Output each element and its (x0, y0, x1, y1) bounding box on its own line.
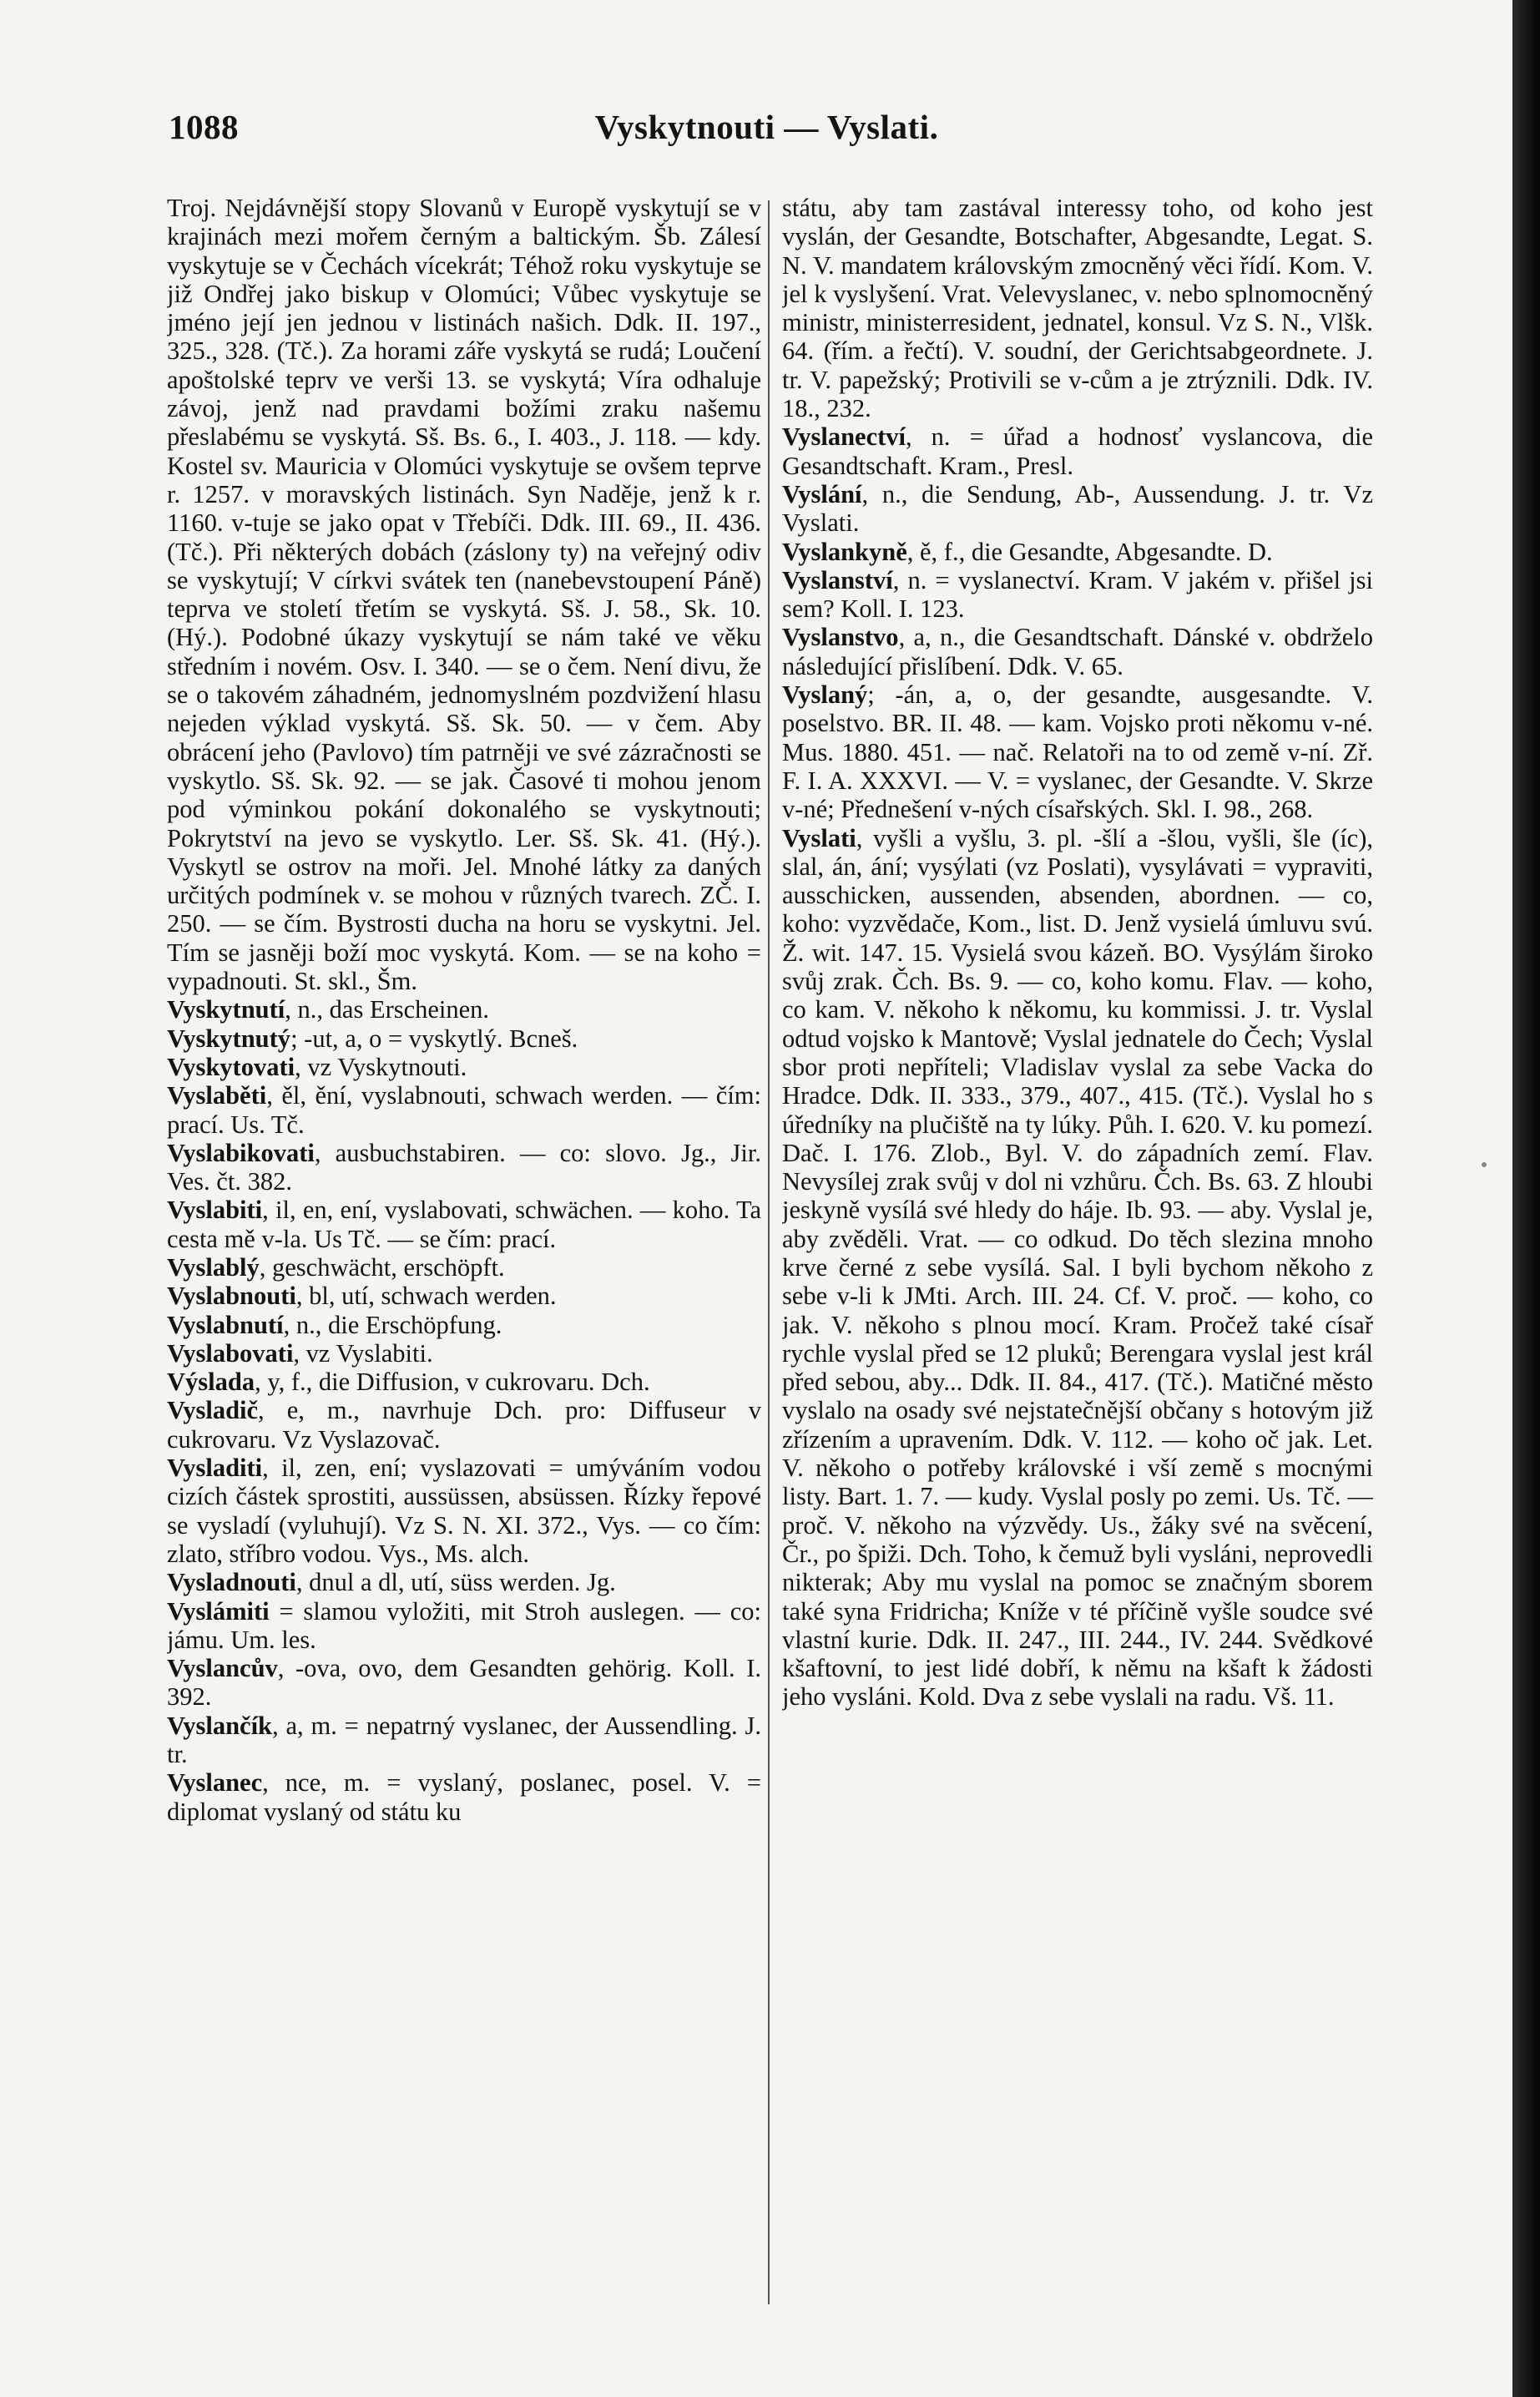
entry-vyslani: Vyslání, n., die Sendung, Ab-, Aussendung. J. tr. Vz Vyslati. (782, 479, 1373, 538)
entry-vyslancuv: Vyslancův, -ova, ovo, dem Gesandten gehörig. Koll. I. 392. (167, 1654, 761, 1712)
headword: Vyslanstvo (782, 623, 899, 652)
headword: Vyslaběti (167, 1081, 267, 1110)
headword: Vyslančík (167, 1711, 273, 1740)
headword: Vyslancův (167, 1654, 278, 1683)
page-header (169, 107, 1365, 157)
entry-vyslada: Výslada, y, f., die Diffusion, v cukrovaru. Dch. (167, 1368, 650, 1397)
entry-vyslabnuti: Vyslabnutí, n., die Erschöpfung. (167, 1310, 502, 1339)
headword: Vyslabikovati (167, 1138, 315, 1167)
headword: Vyskytnutí (167, 995, 285, 1024)
headword: Vyskytovati (167, 1052, 295, 1081)
entry-vyslancik: Vyslančík, a, m. = nepatrný vyslanec, der Aussendling. J. tr. (167, 1711, 761, 1769)
headword: Vyskytnutý (167, 1024, 291, 1053)
headword: Vyslaný (782, 680, 868, 710)
scan-edge (1512, 0, 1540, 2397)
entry-vyslabeti: Vyslaběti, ěl, ění, vyslabnouti, schwach werden. — čím: prací. Us. Tč. (167, 1081, 761, 1139)
entry-vyslanec-continued: státu, aby tam zastával interessy toho, od koho jest vyslán, der Gesandte, Botschafter, Abgesandte, Legat. S. N. V. mandatem královským zmocněný věci řídí. Kom. V. jel k vyslyšení. Vrat. Velevyslanec, v. nebo splnomocněný ministr, ministerresident, jednatel, konsul. Vz S. N., Vlšk. 64. (řím. a řečtí). V. soudní, der Gerichtsabgeordnete. J. tr. V. papežský; Protivili se v-cům a je ztrýznili. Ddk. IV. 18., 232. (782, 194, 1373, 423)
entry-vyskytnuti: Vyskytnutí, n., das Erscheinen. (167, 995, 490, 1024)
entry-vyslably: Vyslablý, geschwächt, erschöpft. (167, 1252, 505, 1282)
left-column (167, 194, 761, 2306)
headword: Vyslablý (167, 1252, 260, 1282)
headword: Výslada (167, 1368, 255, 1397)
headword: Vyslankyně (782, 537, 907, 566)
right-column (782, 194, 1373, 2306)
entry-vyslanec: Vyslanec, nce, m. = vyslaný, poslanec, posel. V. = diplomat vyslaný od státu ku (167, 1768, 761, 1826)
entry-vyslany: Vyslaný; -án, a, o, der gesandte, ausgesandte. V. poselstvo. BR. II. 48. — kam. Vojsko proti někomu v-né. Mus. 1880. 451. — nač. Relatoři na to od země v-ní. Zř. F. I. A. XXXVI. — V. = vyslanec, der Gesandte. V. Skrze v-né; Přednešení v-ných císařských. Skl. I. 98., 268. (782, 680, 1373, 824)
entry-vyslabikovati: Vyslabikovati, ausbuchstabiren. — co: slovo. Jg., Jir. Ves. čt. 382. (167, 1138, 761, 1196)
headword: Vyslabnutí (167, 1310, 284, 1339)
entry-vysladnouti: Vysladnouti, dnul a dl, utí, süss werden. Jg. (167, 1568, 616, 1597)
column-divider (768, 200, 770, 2304)
entry-vyslati: Vyslati, vyšli a vyšlu, 3. pl. -šlí a -šlou, vyšli, šle (íc), slal, án, ání; vysýlati (vz Poslati), vysylávati = vypraviti, ausschicken, aussenden, absenden, abordnen. — co, koho: vyzvědače, Kom., list. D. Jenž vysielá úmluvu svú. Ž. wit. 147. 15. Vysielá svou kázeň. BO. Vysýlám široko svůj zrak. Čch. Bs. 9. — co, koho komu. Flav. — koho, co kam. V. někoho k někomu, ku kommissi. J. tr. Vyslal odtud vojsko k Mantově; Vyslal jednatele do Čech; Vyslal sbor proti nepříteli; Vladislav vyslal za sebe Vacka do Hradce. Ddk. II. 333., 379., 407., 415. (Tč.). Vyslal ho s úředníky na plučiště na ty lúky. Půh. I. 620. V. ku pomezí. Dač. I. 176. Zlob., Byl. V. do západních zemí. Flav. Nevysílej zrak svůj v dol ni vzhůru. Čch. Bs. 63. Z hloubi jeskyně vysílá své hledy do háje. Ib. 93. — aby. Vyslal je, aby zvěděli. Vrat. — co odkud. Do těch slezina mnoho krve černé z sebe vysílá. Sal. I byli bychom někoho z sebe v-li k JMti. Arch. III. 24. Cf. V. proč. — koho, co jak. V. někoho s plnou mocí. Kram. Pročež také císař rychle vyslal před se 12 pluků; Berengara vyslal jest král před sebou, aby... Ddk. II. 84., 417. (Tč.). Matičné město vyslalo na osady své nejstatečnější občany s hotovým již zřízením a upravením. Ddk. V. 112. — koho oč jak. Let. V. někoho o potřeby královské i vší země s mocnými listy. Bart. 1. 7. — kudy. Vyslal posly po zemi. Us. Tč. — proč. V. někoho na výzvědy. Us., žáky své na svěcení, Čr., po špiži. Dch. Toho, k čemuž byli vysláni, neprovedli nikterak; Aby mu vyslal na pomoc se značným sborem také syna Fridricha; Kníže v té příčině vyšle soudce své vlastní kurie. Ddk. II. 247., III. 244., IV. 244. Svědkové kšaftovní, to jest lidé dobří, k němu na kšaft k žádosti jeho vysláni. Kold. Dva z sebe vyslali na radu. Vš. 11. (782, 823, 1373, 1712)
entry-vyskytnouti-continued: Troj. Nejdávnější stopy Slovanů v Europě vyskytují se v krajinách mezi mořem černým a baltickým. Šb. Zálesí vyskytuje se v Čechách vícekrát; Téhož roku vyskytuje se již Ondřej jako biskup v Olomúci; Vůbec vyskytuje se jméno její jen jednou v listinách našich. Ddk. II. 197., 325., 328. (Tč.). Za horami záře vyskytá se rudá; Loučení apoštolské teprv ve verši 13. se vyskytá; Víra odhaluje závoj, jenž nad pravdami božími zraku našemu přeslabému se vyskytá. Sš. Bs. 6., I. 403., J. 118. — kdy. Kostel sv. Mauricia v Olomúci vyskytuje se ovšem teprve r. 1257. v moravských listinách. Syn Naděje, jenž k r. 1160. v-tuje se jako opat v Třebíči. Ddk. III. 69., II. 436. (Tč.). Při některých dobách (záslony ty) na veřejný odiv se vyskytují; V církvi svátek ten (nanebevstoupení Páně) teprva ve století třetím se vyskytá. Sš. J. 58., Sk. 10. (Hý.). Podobné úkazy vyskytují se nám také ve věku středním i novém. Osv. I. 340. — se o čem. Není divu, že se o takovém záhadném, jednomyslném pozdvižení hlasu nejeden výklad vyskytá. Sš. Sk. 50. — v čem. Aby obrácení jeho (Pavlovo) tím patrněji ve své zázračnosti se vyskytlo. Sš. Sk. 92. — se jak. Časové ti mohou jenom pod výminkou pokání dokonalého se vyskytnouti; Pokrytství na jevo se vyskytlo. Ler. Sš. Sk. 41. (Hý.). Vyskytl se ostrov na moři. Jel. Mnohé látky za daných určitých podmínek v. se mohou v různých tvarech. ZČ. I. 250. — se čím. Bystrosti ducha na horu se vyskytni. Jel. Tím se jasněji boží moc vyskytá. Kom. — se na koho = vypadnouti. St. skl., Šm. (167, 194, 761, 996)
headword: Vysladič (167, 1396, 259, 1425)
headword: Vyslabovati (167, 1338, 294, 1368)
entry-vyskytovati: Vyskytovati, vz Vyskytnouti. (167, 1052, 467, 1081)
headword: Vysladnouti (167, 1568, 296, 1597)
entry-vyslabnouti: Vyslabnouti, bl, utí, schwach werden. (167, 1282, 557, 1311)
entry-vyslankyne: Vyslankyně, ě, f., die Gesandte, Abgesandte. D. (782, 537, 1273, 566)
entry-vyskytnuty: Vyskytnutý; -ut, a, o = vyskytlý. Bcneš. (167, 1024, 578, 1053)
running-title: Vyskytnouti — Vyslati. (594, 108, 939, 146)
entry-vyslabovati: Vyslabovati, vz Vyslabiti. (167, 1338, 433, 1368)
scan-speck (1482, 1162, 1487, 1167)
page-number: 1088 (169, 108, 239, 146)
headword: Vyslanství (782, 565, 893, 594)
headword: Vyslabnouti (167, 1282, 296, 1311)
entry-vyslanstvi: Vyslanství, n. = vyslanectví. Kram. V jakém v. přišel jsi sem? Koll. I. 123. (782, 565, 1373, 624)
headword: Vyslanec (167, 1768, 263, 1798)
headword: Vyslanectví (782, 422, 906, 452)
headword: Vyslámiti (167, 1596, 280, 1626)
entry-vysladic: Vysladič, e, m., navrhuje Dch. pro: Diffuseur v cukrovaru. Vz Vyslazovač. (167, 1396, 761, 1454)
headword: Vysladiti (167, 1454, 263, 1483)
entry-vyslamiti: Vyslámiti = slamou vyložiti, mit Stroh auslegen. — co: jámu. Um. les. (167, 1596, 761, 1654)
entry-vyslabiti: Vyslabiti, il, en, ení, vyslabovati, schwächen. — koho. Ta cesta mě v-la. Us Tč. — se čím: prací. (167, 1196, 761, 1253)
entry-vyslanectvi: Vyslanectví, n. = úřad a hodnosť vyslancova, die Gesandtschaft. Kram., Presl. (782, 422, 1373, 480)
headword: Vyslání (782, 479, 862, 508)
headword: Vyslabiti (167, 1196, 263, 1225)
headword: Vyslati (782, 823, 856, 852)
entry-vysladiti: Vysladiti, il, zen, ení; vyslazovati = umýváním vodou cizích částek sprostiti, aussüssen, absüssen. Řízky řepové se vysladí (vyluhují). Vz S. N. XI. 372., Vys. — co čím: zlato, stříbro vodou. Vys., Ms. alch. (167, 1454, 761, 1568)
entry-vyslanstvo: Vyslanstvo, a, n., die Gesandtschaft. Dánské v. obdrželo následující přislíbení. Ddk. V. 65. (782, 623, 1373, 680)
